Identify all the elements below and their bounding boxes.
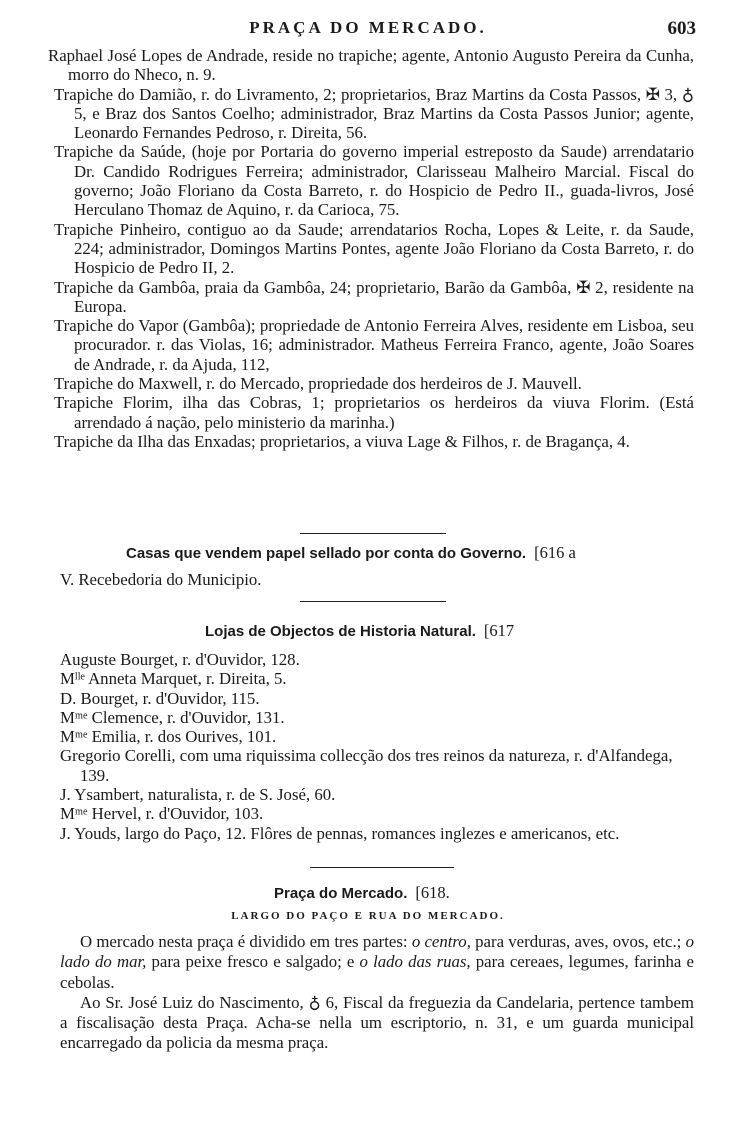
praca-body	[60, 932, 694, 1054]
trapiche-entry: Trapiche Florim, ilha das Cobras, 1; proprietarios os herdeiros da viuva Florim. (Está arrendado á nação, pelo ministerio da marinha.)	[54, 393, 694, 432]
running-head	[0, 18, 736, 42]
lojas-section-number: [617	[483, 621, 515, 640]
trapiche-entry: Trapiche do Damião, r. do Livramento, 2; proprietarios, Braz Martins da Costa Passos, ✠ 3, ♁ 5, e Braz dos Santos Coelho; administrador, Braz Martins da Costa Passos Junior; agente, Leonardo Fernandes Pedroso, r. Direita, 56.	[54, 84, 694, 143]
praca-heading-text: Praça do Mercado.	[274, 885, 408, 902]
trapiche-entry: Raphael José Lopes de Andrade, reside no trapiche; agente, Antonio Augusto Pereira da Cunha, morro do Nheco, n. 9.	[48, 46, 694, 85]
list-item: Auguste Bourget, r. d'Ouvidor, 128.	[60, 650, 300, 669]
trapiche-list	[48, 46, 694, 451]
para1-text-2: para verduras, aves, ovos, etc.;	[470, 932, 686, 951]
praca-section-number: [618.	[415, 883, 450, 902]
section-heading-casas	[126, 543, 576, 563]
para1-text-3: para peixe fresco e salgado; e	[146, 952, 360, 972]
list-item: Gregorio Corelli, com uma riquissima collecção dos tres reinos da natureza, r. d'Alfandega, 139.	[60, 746, 673, 785]
list-item: Mˡˡᵉ Anneta Marquet, r. Direita, 5.	[60, 669, 287, 689]
section-heading-lojas	[205, 621, 514, 641]
trapiche-entry: Trapiche da Gambôa, praia da Gambôa, 24; proprietario, Barão da Gambôa, ✠ 2, residente na Europa.	[54, 277, 694, 316]
praca-subheading: LARGO DO PAÇO E RUA DO MERCADO.	[231, 910, 505, 922]
para1-lado-do-mar: o lado do mar,	[60, 932, 694, 972]
list-item: Mᵐᵉ Emilia, r. dos Ourives, 101.	[60, 727, 277, 747]
running-head-title: PRAÇA DO MERCADO.	[249, 18, 487, 37]
section-divider	[300, 601, 446, 602]
casas-section-number: [616 a	[534, 543, 576, 562]
list-item: Mᵐᵉ Clemence, r. d'Ouvidor, 131.	[60, 707, 285, 727]
para1-lado-das-ruas: o lado das ruas,	[359, 952, 471, 972]
trapiche-entry: Trapiche Pinheiro, contiguo ao da Saude; arrendatarios Rocha, Lopes & Leite, r. da Saude, 224; administrador, Domingos Martins Pontes, agente João Floriano da Costa Barreto, r. do Hospicio de Pedro II, 2.	[54, 219, 694, 278]
section-divider	[300, 533, 446, 534]
trapiche-entry: Trapiche do Maxwell, r. do Mercado, propriedade dos herdeiros de J. Mauvell.	[54, 374, 582, 394]
casas-heading-text: Casas que vendem papel sellado por conta do Governo.	[126, 545, 527, 562]
trapiche-entry: Trapiche da Saúde, (hoje por Portaria do governo imperial estreposto da Saude) arrendatario Dr. Candido Rodrigues Ferreira; administrador, Clarisseau Malheiro Marcial. Fiscal do governo; João Floriano da Costa Barreto, r. do Hospicio de Pedro II., guada-livros, José Herculano Thomaz de Aquino, r. da Carioca, 75.	[54, 142, 694, 220]
section-heading-praca	[274, 883, 450, 903]
trapiche-entry: Trapiche da Ilha das Enxadas; proprietarios, a viuva Lage & Filhos, r. de Bragança, 4.	[54, 431, 630, 451]
para1-centro: o centro,	[411, 932, 471, 951]
trapiche-entry: Trapiche do Vapor (Gambôa); propriedade de Antonio Ferreira Alves, residente em Lisboa, seu procurador. r. das Violas, 16; administrador. Matheus Ferreira Franco, agente, João Soares de Andrade, r. da Ajuda, 112,	[54, 316, 694, 374]
list-item: J. Ysambert, naturalista, r. de S. José, 60.	[60, 785, 336, 805]
page-number: 603	[667, 18, 696, 39]
list-item: J. Youds, largo do Paço, 12. Flôres de pennas, romances inglezes e americanos, etc.	[60, 823, 620, 843]
praca-paragraph-2: Ao Sr. José Luiz do Nascimento, ♁ 6, Fiscal da freguezia da Candelaria, pertence tambem a fiscalisação desta Praça. Acha-se nella um escriptorio, n. 31, e um guarda municipal encarregado da policia da mesma praça.	[60, 992, 694, 1053]
section-divider	[310, 867, 454, 868]
list-item: D. Bourget, r. d'Ouvidor, 115.	[60, 688, 260, 708]
lojas-heading-text: Lojas de Objectos de Historia Natural.	[205, 623, 476, 640]
list-item: Mᵐᵉ Hervel, r. d'Ouvidor, 103.	[60, 804, 264, 824]
casas-continuation: V. Recebedoria do Municipio.	[60, 570, 262, 589]
praca-paragraph-1	[60, 932, 694, 993]
lojas-list	[60, 650, 694, 843]
para1-text-4: para cereaes, legumes, farinha e cebolas.	[60, 952, 694, 992]
para1-text-1: O mercado nesta praça é dividido em tres partes:	[80, 932, 412, 951]
